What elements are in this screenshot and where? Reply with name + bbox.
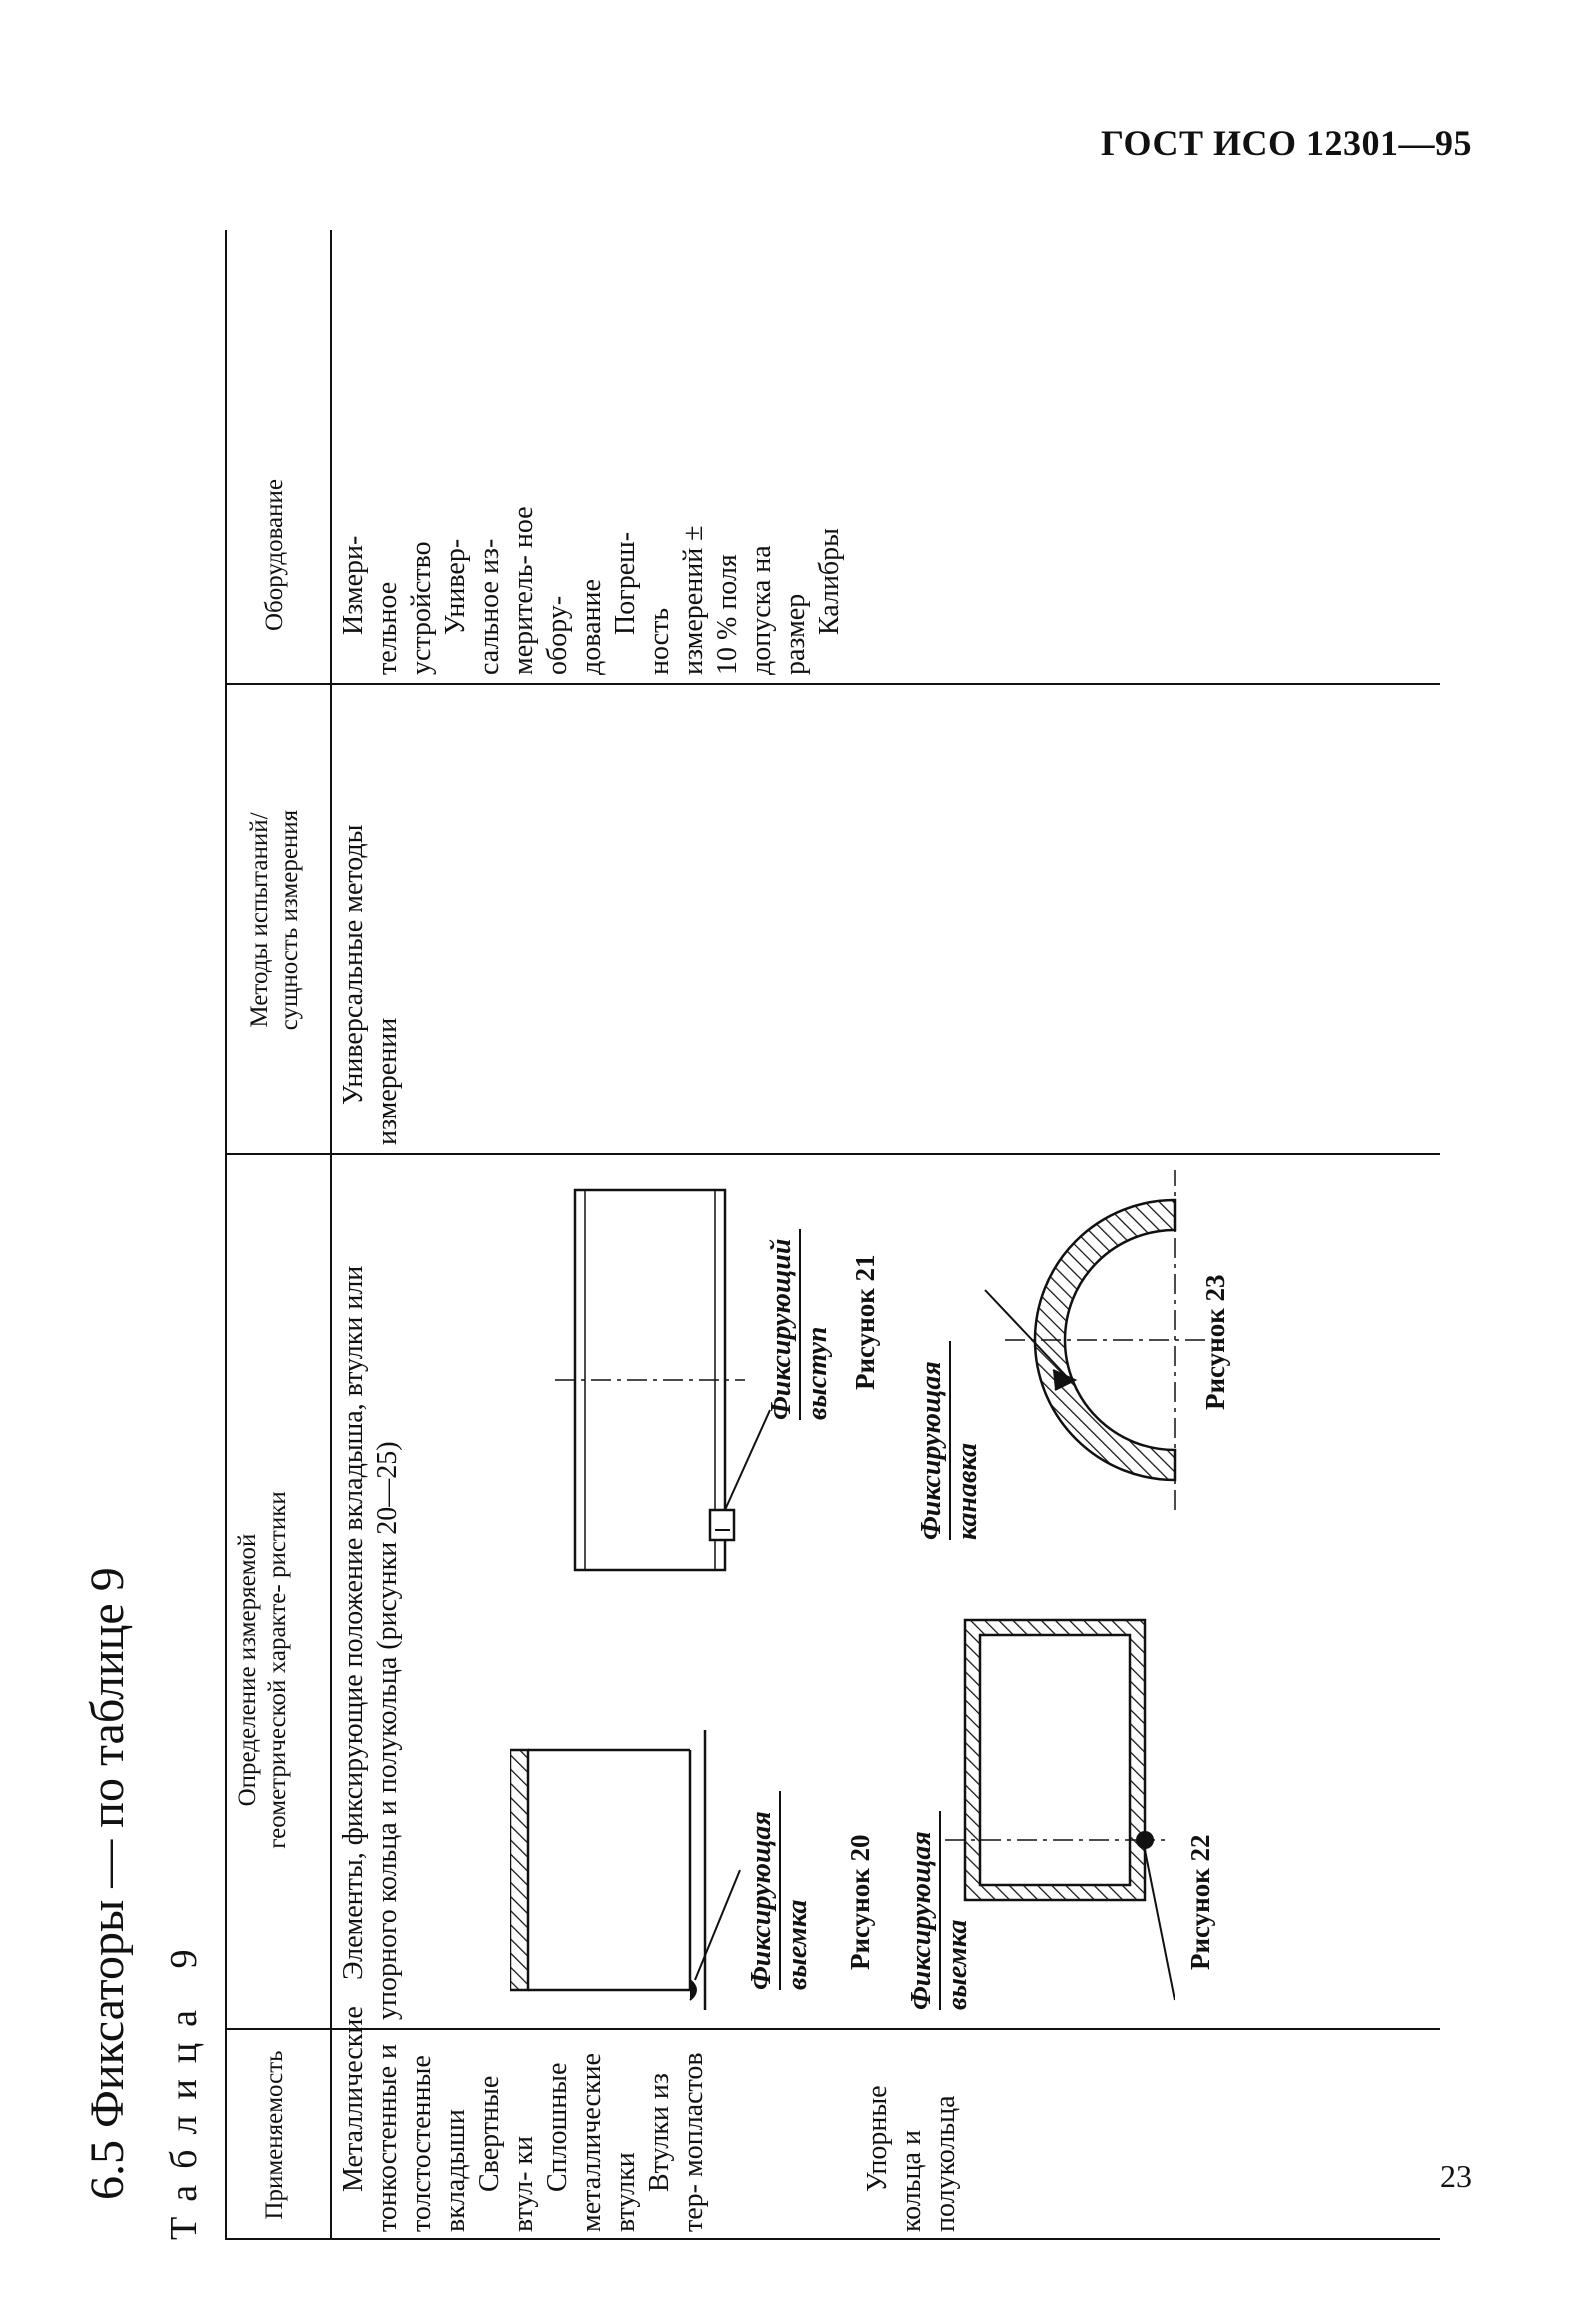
equipment-item: Погреш- ность измерений ± 10 % поля допуска на размер bbox=[610, 525, 811, 675]
figure-23-drawing bbox=[945, 1140, 1225, 1540]
header-definition: Определение измеряемой геометрической характе- ристики bbox=[234, 1491, 291, 1849]
equipment-item: Универ- сальное из- меритель- ное обору- дование bbox=[440, 506, 607, 675]
figure-23-label-line2: канавка bbox=[952, 1442, 983, 1540]
figure-20-label bbox=[745, 1791, 815, 1990]
rotated-page-content bbox=[60, 230, 1440, 2240]
figure-21-caption: Рисунок 21 bbox=[850, 1254, 880, 1390]
applicability-cell bbox=[337, 2006, 963, 2232]
applicability-item: Упорные кольца и полукольца bbox=[862, 2085, 961, 2232]
figure-22-label-line1: Фиксирующая bbox=[905, 1811, 941, 2010]
table-top-border bbox=[225, 230, 227, 2240]
figure-22-caption: Рисунок 22 bbox=[1185, 1834, 1215, 1970]
methods-text: Универсальные методы измерении bbox=[338, 824, 403, 1145]
methods-cell bbox=[337, 695, 405, 1145]
document-code: ГОСТ ИСО 12301—95 bbox=[1101, 123, 1472, 163]
table-header-divider bbox=[330, 230, 332, 2240]
header-applicability: Применяемость bbox=[261, 2050, 288, 2220]
page-number: 23 bbox=[1440, 2158, 1472, 2194]
equipment-item: Калибры bbox=[814, 528, 845, 635]
col-divider bbox=[225, 2238, 1440, 2240]
definition-paragraph: Элементы, фиксирующие положение вкладыша, втулки или упорного кольца и полукольца (рисунки 20—25) bbox=[338, 1265, 403, 2020]
table-9 bbox=[225, 230, 1440, 2240]
col-divider bbox=[225, 683, 1440, 685]
col-divider bbox=[225, 1153, 1440, 1155]
figure-22-drawing bbox=[945, 1590, 1175, 2020]
figure-23-label-line1: Фиксирующая bbox=[915, 1341, 951, 1540]
figure-22-label-line2: выемка bbox=[942, 1919, 973, 2010]
figure-21-label-line2: выступ bbox=[802, 1326, 833, 1420]
applicability-item: Металлические тонкостенные и толстостенные вкладыши bbox=[338, 2006, 471, 2232]
applicability-item: Сплошные металлические втулки bbox=[542, 2053, 641, 2232]
figure-20-label-line2: выемка bbox=[782, 1899, 813, 1990]
figure-20-caption: Рисунок 20 bbox=[845, 1834, 875, 1970]
header-equipment: Оборудование bbox=[261, 479, 288, 632]
section-title: 6.5 Фиксаторы — по таблице 9 bbox=[81, 1567, 134, 2200]
table-caption: Таблица 9 bbox=[163, 1933, 205, 2240]
figure-21-label bbox=[765, 1229, 835, 1420]
applicability-item: Втулки из тер- мопластов bbox=[644, 2052, 709, 2232]
equipment-item: Измери- тельное устройство bbox=[338, 535, 437, 675]
figure-20-label-line1: Фиксирующая bbox=[745, 1791, 781, 1990]
figure-21-drawing bbox=[555, 1170, 775, 1590]
definition-text bbox=[337, 1170, 405, 2020]
header-methods: Методы испытаний/ сущность измерения bbox=[246, 809, 303, 1031]
figure-21-label-line1: Фиксирующий bbox=[765, 1229, 801, 1420]
equipment-cell bbox=[337, 505, 847, 675]
figure-23-caption: Рисунок 23 bbox=[1200, 1274, 1230, 1410]
col-divider bbox=[225, 2028, 1440, 2030]
applicability-item: Свертные втул- ки bbox=[474, 2075, 539, 2232]
